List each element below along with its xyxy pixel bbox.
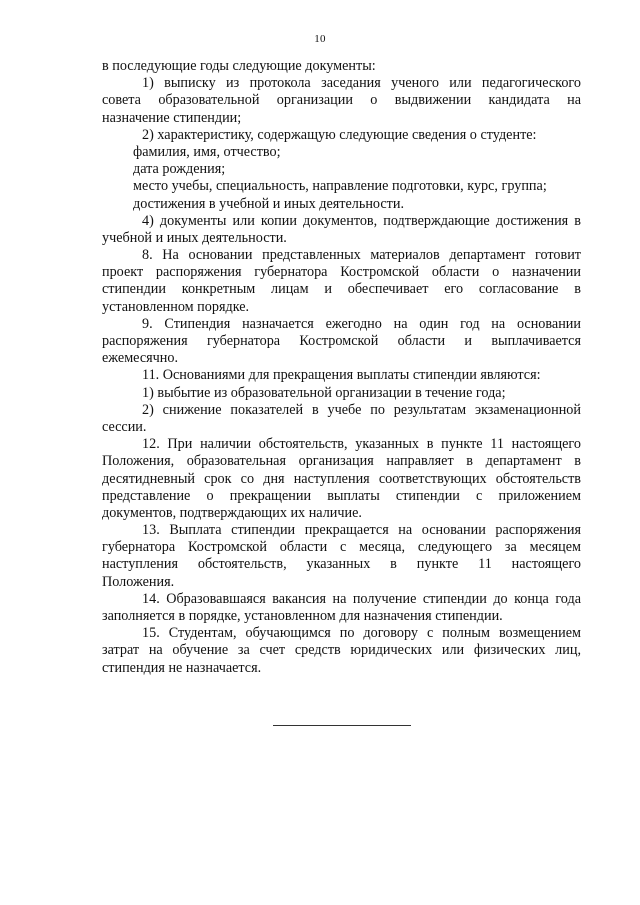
text-line: затрат на обучение за счет средств юридических или физических лиц,: [102, 642, 581, 659]
text-line: 1) выписку из протокола заседания ученого или педагогического: [142, 75, 581, 92]
text-line: документов, подтверждающих их наличие.: [102, 504, 362, 521]
document-body: [102, 58, 581, 677]
text-line: 11. Основаниями для прекращения выплаты стипендии являются:: [142, 367, 541, 384]
text-line: место учебы, специальность, направление подготовки, курс, группа;: [133, 178, 547, 195]
page-number: 10: [314, 33, 326, 45]
text-line: сессии.: [102, 418, 147, 435]
text-line: дата рождения;: [133, 161, 226, 178]
text-line: ежемесячно.: [102, 350, 179, 367]
text-line: губернатора Костромской области с месяца, следующего за месяцем: [102, 539, 581, 556]
text-line: в последующие годы следующие документы:: [102, 58, 376, 74]
text-line: десятидневный срок со дня наступления соответствующих обстоятельств: [102, 470, 581, 487]
text-line: распоряжения губернатора Костромской области и выплачивается: [102, 333, 581, 349]
text-line: стипендия не назначается.: [102, 659, 262, 676]
text-line: проект распоряжения губернатора Костромской области о назначении: [102, 264, 581, 281]
text-line: 2) снижение показателей в учебе по результатам экзаменационной: [142, 401, 581, 418]
text-line: 12. При наличии обстоятельств, указанных в пункте 11 настоящего: [142, 436, 581, 453]
text-line: Положения.: [102, 573, 175, 590]
text-line: 2) характеристику, содержащую следующие сведения о студенте:: [142, 126, 537, 143]
text-line: 14. Образовавшаяся вакансия на получение стипендии до конца года: [142, 590, 581, 607]
end-divider-line: [273, 725, 411, 726]
text-line: 1) выбытие из образовательной организации в течение года;: [142, 384, 506, 401]
text-line: представление о прекращении выплаты стипендии с приложением: [102, 487, 581, 504]
text-line: достижения в учебной и иных деятельности.: [133, 195, 405, 212]
text-line: Положения, образовательная организация направляет в департамент в: [102, 453, 581, 470]
text-line: 9. Стипендия назначается ежегодно на один год на основании: [142, 315, 581, 332]
text-line: установленном порядке.: [102, 298, 250, 315]
text-line: назначение стипендии;: [102, 109, 242, 126]
text-line: 4) документы или копии документов, подтверждающие достижения в: [142, 212, 581, 229]
text-line: 15. Студентам, обучающимся по договору с полным возмещением: [142, 625, 581, 642]
text-line: фамилия, имя, отчество;: [133, 143, 281, 160]
text-line: наступления обстоятельств, указанных в пункте 11 настоящего: [102, 556, 581, 573]
text-line: совета образовательной организации о выдвижении кандидата на: [102, 92, 581, 109]
text-line: 8. На основании представленных материалов департамент готовит: [142, 247, 581, 264]
text-line: учебной и иных деятельности.: [102, 229, 287, 246]
text-line: 13. Выплата стипендии прекращается на основании распоряжения: [142, 522, 581, 539]
text-line: заполняется в порядке, установленном для назначения стипендии.: [102, 608, 503, 624]
text-line: стипендии конкретным лицам и обеспечивает его согласование в: [102, 281, 581, 298]
